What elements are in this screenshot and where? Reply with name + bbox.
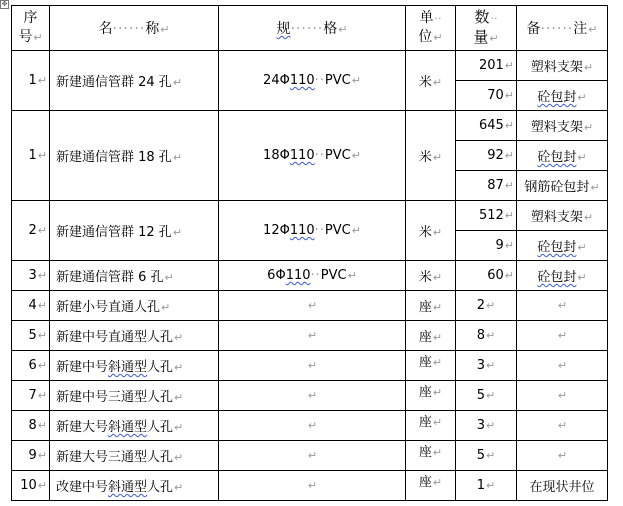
row-unit: 座↵ <box>406 471 456 501</box>
table-row <box>12 441 608 471</box>
table-row <box>12 261 608 291</box>
table-row <box>12 201 608 231</box>
row-remark: 塑料支架↵ <box>517 201 608 231</box>
row-qty: 9↵ <box>456 231 517 261</box>
row-seq: 10↵ <box>12 471 50 501</box>
row-remark: 砼包封↵ <box>517 81 608 111</box>
row-name: 新建通信管群 6 孔↵ <box>50 261 219 291</box>
row-name: 新建小号直通人孔↵ <box>50 291 219 321</box>
header-unit: 单·· 位↵ <box>406 6 456 51</box>
header-name: 名······称↵ <box>50 6 219 51</box>
row-spec: 12Φ110··PVC↵ <box>219 201 406 261</box>
header-spec: 规······格↵ <box>219 6 406 51</box>
row-qty: 2↵ <box>456 291 517 321</box>
table-row <box>12 51 608 81</box>
row-spec: ↵ <box>219 321 406 351</box>
row-qty: 3↵ <box>456 411 517 441</box>
row-name: 新建大号三通型人孔↵ <box>50 441 219 471</box>
row-remark: ↵ <box>517 381 608 411</box>
row-qty: 5↵ <box>456 441 517 471</box>
row-name: 新建通信管群 12 孔↵ <box>50 201 219 261</box>
table-move-handle-icon[interactable]: ✥ <box>1 0 8 8</box>
row-remark: 在现状井位 <box>517 471 608 501</box>
header-seq: 序 号↵ <box>12 6 50 51</box>
row-qty: 8↵ <box>456 321 517 351</box>
row-remark: ↵ <box>517 411 608 441</box>
row-remark: 砼包封↵ <box>517 141 608 171</box>
row-name: 新建中号斜通型人孔↵ <box>50 351 219 381</box>
row-seq: 1↵ <box>12 51 50 111</box>
row-spec: ↵ <box>219 411 406 441</box>
row-seq: 7↵ <box>12 381 50 411</box>
table-row <box>12 471 608 501</box>
row-qty: 645↵ <box>456 111 517 141</box>
row-spec: 18Φ110··PVC↵ <box>219 111 406 201</box>
row-unit: 座↵ <box>406 411 456 441</box>
row-seq: 9↵ <box>12 441 50 471</box>
row-unit: 座↵ <box>406 381 456 411</box>
row-unit: 座↵ <box>406 351 456 381</box>
row-seq: 1↵ <box>12 111 50 201</box>
row-spec: 24Φ110··PVC↵ <box>219 51 406 111</box>
row-unit: 米↵ <box>406 51 456 111</box>
row-spec: ↵ <box>219 351 406 381</box>
row-remark: 塑料支架↵ <box>517 51 608 81</box>
row-qty: 3↵ <box>456 351 517 381</box>
header-row <box>12 6 608 51</box>
row-name: 新建通信管群 18 孔↵ <box>50 111 219 201</box>
table-row <box>12 321 608 351</box>
row-name: 改建中号斜通型人孔↵ <box>50 471 219 501</box>
table-row <box>12 381 608 411</box>
row-unit: 座↵ <box>406 441 456 471</box>
row-spec: ↵ <box>219 381 406 411</box>
row-remark: 塑料支架↵ <box>517 111 608 141</box>
row-spec: ↵ <box>219 291 406 321</box>
row-remark: 砼包封↵ <box>517 231 608 261</box>
row-qty: 87↵ <box>456 171 517 201</box>
header-remark: 备······注↵ <box>517 6 608 51</box>
row-remark: ↵ <box>517 441 608 471</box>
row-unit: 座↵ <box>406 321 456 351</box>
row-name: 新建中号直通型人孔↵ <box>50 321 219 351</box>
row-seq: 5↵ <box>12 321 50 351</box>
row-seq: 6↵ <box>12 351 50 381</box>
row-qty: 70↵ <box>456 81 517 111</box>
row-qty: 1↵ <box>456 471 517 501</box>
row-name: 新建大号斜通型人孔↵ <box>50 411 219 441</box>
row-unit: 米↵ <box>406 111 456 201</box>
row-remark: ↵ <box>517 321 608 351</box>
row-qty: 92↵ <box>456 141 517 171</box>
material-table <box>11 5 608 501</box>
row-name: 新建中号三通型人孔↵ <box>50 381 219 411</box>
row-seq: 8↵ <box>12 411 50 441</box>
row-remark: ↵ <box>517 351 608 381</box>
table-row <box>12 111 608 141</box>
row-seq: 4↵ <box>12 291 50 321</box>
row-remark: 砼包封↵ <box>517 261 608 291</box>
table-row <box>12 351 608 381</box>
row-seq: 2↵ <box>12 201 50 261</box>
row-unit: 米↵ <box>406 261 456 291</box>
row-qty: 512↵ <box>456 201 517 231</box>
row-qty: 201↵ <box>456 51 517 81</box>
row-spec: 6Φ110··PVC↵ <box>219 261 406 291</box>
row-name: 新建通信管群 24 孔↵ <box>50 51 219 111</box>
table-row <box>12 291 608 321</box>
row-spec: ↵ <box>219 441 406 471</box>
table-row <box>12 411 608 441</box>
row-seq: 3↵ <box>12 261 50 291</box>
row-qty: 60↵ <box>456 261 517 291</box>
row-unit: 座↵ <box>406 291 456 321</box>
row-remark: 钢筋砼包封↵ <box>517 171 608 201</box>
row-spec: ↵ <box>219 471 406 501</box>
row-remark: ↵ <box>517 291 608 321</box>
row-qty: 5↵ <box>456 381 517 411</box>
row-unit: 米↵ <box>406 201 456 261</box>
header-qty: 数·· 量↵ <box>456 6 517 51</box>
